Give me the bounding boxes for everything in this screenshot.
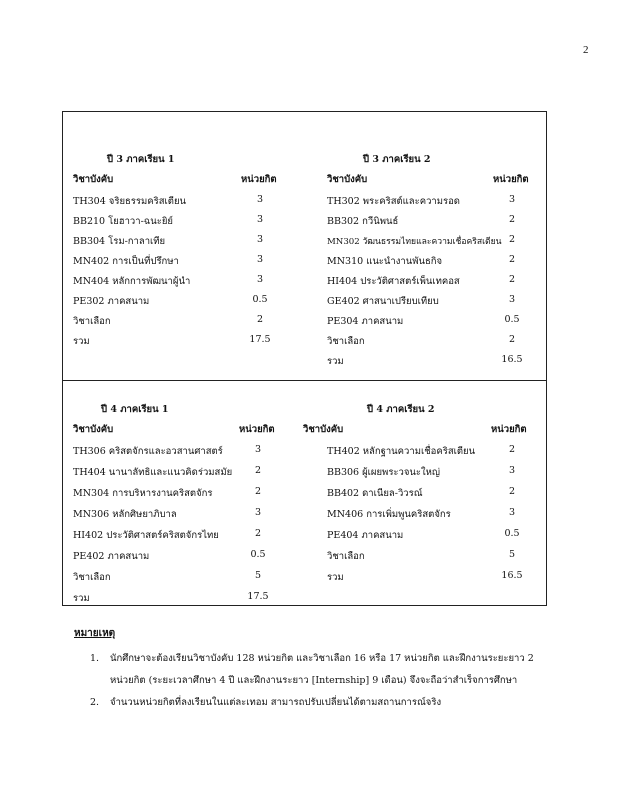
course-credit: 2	[254, 465, 262, 476]
course-name: TH304 จริยธรรมคริสเตียน	[73, 196, 187, 207]
course-name: MN302 วัฒนธรรมไทยและความเชื่อคริสเตียน	[327, 237, 502, 247]
credit-header: หน่วยกิต	[239, 424, 275, 435]
course-credit: 3	[256, 234, 264, 245]
course-name: MN306 หลักศิษยาภิบาล	[73, 509, 177, 520]
course-name: BB304 โรม-กาลาเทีย	[73, 236, 166, 247]
course-credit: 16.5	[501, 354, 523, 365]
course-credit: 3	[256, 214, 264, 225]
course-credit: 2	[508, 486, 516, 497]
course-credit: 2	[256, 314, 264, 325]
curriculum-frame	[62, 111, 547, 606]
course-name: PE404 ภาคสนาม	[327, 530, 404, 541]
course-header: วิชาบังคับ	[303, 424, 344, 435]
course-credit: 2	[254, 528, 262, 539]
course-name: รวม	[73, 336, 90, 347]
course-name: รวม	[73, 593, 90, 604]
notes-section	[74, 626, 574, 708]
course-credit: 2	[254, 486, 262, 497]
course-credit: 3	[256, 274, 264, 285]
course-credit: 3	[254, 444, 262, 455]
course-name: MN404 หลักการพัฒนาผู้นำ	[73, 276, 191, 287]
course-name: วิชาเลือก	[327, 551, 365, 562]
course-name: MN310 แนะนำงานพันธกิจ	[327, 256, 443, 267]
course-name: GE402 ศาสนาเปรียบเทียบ	[327, 296, 439, 307]
course-name: BB306 ผู้เผยพระวจนะใหญ่	[327, 467, 441, 478]
note-text: จำนวนหน่วยกิตที่ลงเรียนในแต่ละเทอม สามารถปรับเปลี่ยนได้ตามสถานการณ์จริง	[110, 697, 442, 708]
semester-title: ปี 3 ภาคเรียน 2	[363, 154, 431, 165]
course-credit: 3	[256, 194, 264, 205]
credit-header: หน่วยกิต	[491, 424, 527, 435]
course-credit: 5	[508, 549, 516, 560]
course-name: PE402 ภาคสนาม	[73, 551, 150, 562]
course-credit: 2	[508, 254, 516, 265]
course-name: BB210 โยฮาวา-ฉนะยิย์	[73, 216, 173, 227]
course-credit: 3	[508, 194, 516, 205]
course-name: BB402 ดาเนียล-วิวรณ์	[327, 488, 423, 499]
notes-title: หมายเหตุ	[74, 628, 116, 639]
semester-title: ปี 4 ภาคเรียน 2	[367, 404, 435, 415]
course-name: TH302 พระคริสต์และความรอด	[327, 196, 460, 207]
semester-title: ปี 4 ภาคเรียน 1	[101, 404, 169, 415]
course-header: วิชาบังคับ	[73, 174, 114, 185]
credit-header: หน่วยกิต	[241, 174, 277, 185]
course-credit: 2	[508, 234, 516, 245]
divider-line	[63, 380, 546, 381]
course-credit: 0.5	[252, 294, 268, 305]
course-name: MN304 การบริหารงานคริสตจักร	[73, 488, 213, 499]
course-credit: 17.5	[247, 591, 269, 602]
course-name: MN402 การเป็นที่ปรึกษา	[73, 256, 179, 267]
course-credit: 3	[254, 507, 262, 518]
course-name: BB302 กวีนิพนธ์	[327, 216, 399, 227]
course-credit: 0.5	[504, 314, 520, 325]
course-name: รวม	[327, 356, 344, 367]
course-name: PE302 ภาคสนาม	[73, 296, 150, 307]
course-name: TH402 หลักฐานความเชื่อคริสเตียน	[327, 446, 476, 457]
course-credit: 0.5	[250, 549, 266, 560]
course-credit: 3	[256, 254, 264, 265]
course-credit: 17.5	[249, 334, 271, 345]
course-name: MN406 การเพิ่มพูนคริสตจักร	[327, 509, 451, 520]
course-credit: 16.5	[501, 570, 523, 581]
course-name: TH306 คริสตจักรและอวสานศาสตร์	[73, 446, 223, 457]
course-name: รวม	[327, 572, 344, 583]
course-name: HI404 ประวัติศาสตร์เพ็นเทคอส	[327, 276, 460, 287]
course-credit: 3	[508, 465, 516, 476]
course-header: วิชาบังคับ	[327, 174, 368, 185]
course-credit: 2	[508, 214, 516, 225]
course-credit: 2	[508, 444, 516, 455]
credit-header: หน่วยกิต	[493, 174, 529, 185]
semester-title: ปี 3 ภาคเรียน 1	[107, 154, 175, 165]
course-name: วิชาเลือก	[73, 316, 111, 327]
course-credit: 3	[508, 294, 516, 305]
note-number: 2.	[90, 697, 100, 708]
page-number: 2	[583, 44, 589, 56]
course-credit: 0.5	[504, 528, 520, 539]
note-text: นักศึกษาจะต้องเรียนวิชาบังคับ 128 หน่วยกิต และวิชาเลือก 16 หรือ 17 หน่วยกิต และฝึกงานระยะยาว 2 หน่วยกิต (ระยะเวลาศึกษา 4 ปี และฝึกงานระยาว [Internship] 9 เดือน) จึงจะถือว่าสำเร็จการศึกษา	[110, 653, 534, 686]
course-name: วิชาเลือก	[327, 336, 365, 347]
course-credit: 5	[254, 570, 262, 581]
course-header: วิชาบังคับ	[73, 424, 114, 435]
course-credit: 2	[508, 334, 516, 345]
note-number: 1.	[90, 653, 100, 664]
course-name: วิชาเลือก	[73, 572, 111, 583]
course-credit: 3	[508, 507, 516, 518]
course-name: HI402 ประวัติศาสตร์คริสตจักรไทย	[73, 530, 219, 541]
course-name: TH404 นานาลัทธิและแนวคิดร่วมสมัย	[73, 467, 233, 478]
course-name: PE304 ภาคสนาม	[327, 316, 404, 327]
course-credit: 2	[508, 274, 516, 285]
